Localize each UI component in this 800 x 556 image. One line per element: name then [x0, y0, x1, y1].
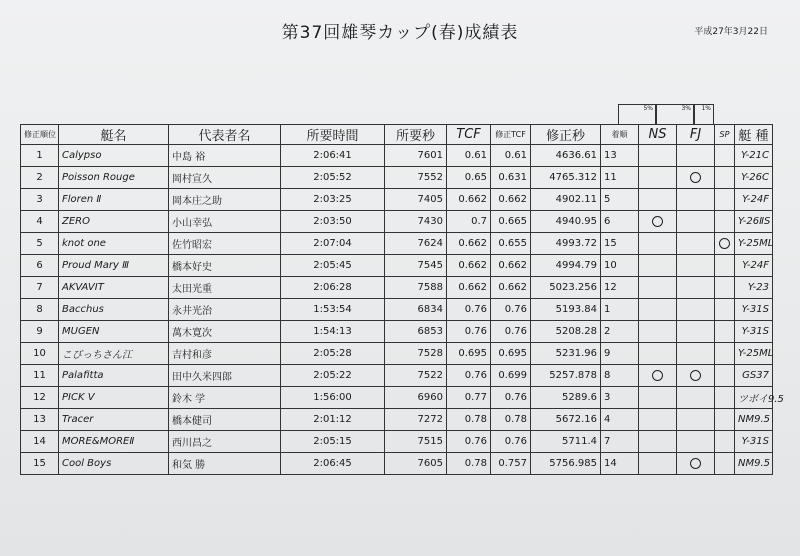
boat-class-cell: NM9.5	[735, 409, 773, 431]
header-tcf: TCF	[447, 125, 491, 145]
tcf-cell: 0.65	[447, 167, 491, 189]
sp-cell	[715, 211, 735, 233]
elapsed-time-cell: 2:03:50	[281, 211, 385, 233]
finish-order-cell: 13	[601, 145, 639, 167]
penalty-circle-icon	[719, 238, 730, 249]
elapsed-time-cell: 2:05:28	[281, 343, 385, 365]
boat-class-cell: Y-25ML	[735, 233, 773, 255]
table-row	[21, 189, 773, 211]
header-fj: FJ	[677, 125, 715, 145]
boat-class-cell: Y-21C	[735, 145, 773, 167]
elapsed-time-cell: 2:03:25	[281, 189, 385, 211]
penalty-circle-icon	[690, 458, 701, 469]
skipper-cell: 田中久米四郎	[169, 365, 281, 387]
table-row	[21, 277, 773, 299]
penalty-circle-icon	[690, 370, 701, 381]
corrected-tcf-cell: 0.662	[491, 189, 531, 211]
sp-cell	[715, 233, 735, 255]
boat-class-cell: Y-24F	[735, 255, 773, 277]
sp-cell	[715, 431, 735, 453]
fj-penalty-percent: 3%	[656, 104, 694, 124]
rank-cell: 1	[21, 145, 59, 167]
table-row	[21, 167, 773, 189]
elapsed-time-cell: 1:54:13	[281, 321, 385, 343]
corrected-seconds-cell: 5672.16	[531, 409, 601, 431]
boat-class-cell: Y-31S	[735, 321, 773, 343]
boat-class-cell: Y-25ML	[735, 343, 773, 365]
sp-cell	[715, 409, 735, 431]
table-row	[21, 343, 773, 365]
fj-cell	[677, 255, 715, 277]
fj-cell	[677, 145, 715, 167]
boat-class-cell: ツボイ9.5	[735, 387, 773, 409]
skipper-cell: 中島 裕	[169, 145, 281, 167]
corrected-tcf-cell: 0.76	[491, 431, 531, 453]
fj-cell	[677, 343, 715, 365]
header-corrected-seconds: 修正秒	[531, 125, 601, 145]
finish-order-cell: 3	[601, 387, 639, 409]
header-seconds: 所要秒	[385, 125, 447, 145]
sp-cell	[715, 343, 735, 365]
corrected-seconds-cell: 5289.6	[531, 387, 601, 409]
elapsed-seconds-cell: 7405	[385, 189, 447, 211]
sp-cell	[715, 387, 735, 409]
corrected-seconds-cell: 5193.84	[531, 299, 601, 321]
header-class: 艇 種	[735, 125, 773, 145]
fj-cell	[677, 431, 715, 453]
finish-order-cell: 1	[601, 299, 639, 321]
fj-cell	[677, 387, 715, 409]
tcf-cell: 0.662	[447, 189, 491, 211]
rank-cell: 12	[21, 387, 59, 409]
sp-cell	[715, 299, 735, 321]
header-ns: NS	[639, 125, 677, 145]
ns-cell	[639, 321, 677, 343]
elapsed-time-cell: 2:05:52	[281, 167, 385, 189]
corrected-seconds-cell: 4993.72	[531, 233, 601, 255]
fj-cell	[677, 189, 715, 211]
boat-class-cell: Y-24F	[735, 189, 773, 211]
finish-order-cell: 15	[601, 233, 639, 255]
ns-cell	[639, 453, 677, 475]
finish-order-cell: 12	[601, 277, 639, 299]
skipper-cell: 太田光重	[169, 277, 281, 299]
elapsed-time-cell: 2:07:04	[281, 233, 385, 255]
skipper-cell: 小山幸弘	[169, 211, 281, 233]
table-row	[21, 431, 773, 453]
finish-order-cell: 2	[601, 321, 639, 343]
tcf-cell: 0.662	[447, 255, 491, 277]
header-skipper: 代表者名	[169, 125, 281, 145]
header-boat: 艇名	[59, 125, 169, 145]
sp-cell	[715, 145, 735, 167]
skipper-cell: 永井光治	[169, 299, 281, 321]
boat-class-cell: NM9.5	[735, 453, 773, 475]
corrected-tcf-cell: 0.665	[491, 211, 531, 233]
elapsed-time-cell: 2:05:15	[281, 431, 385, 453]
finish-order-cell: 4	[601, 409, 639, 431]
boat-class-cell: Y-26ⅡS	[735, 211, 773, 233]
sp-cell	[715, 321, 735, 343]
table-row	[21, 453, 773, 475]
corrected-tcf-cell: 0.655	[491, 233, 531, 255]
boat-name-cell: MORE&MOREⅡ	[59, 431, 169, 453]
corrected-seconds-cell: 4994.79	[531, 255, 601, 277]
skipper-cell: 吉村和彦	[169, 343, 281, 365]
boat-class-cell: Y-31S	[735, 431, 773, 453]
boat-class-cell: Y-26C	[735, 167, 773, 189]
boat-name-cell: PICK Ⅴ	[59, 387, 169, 409]
ns-cell	[639, 387, 677, 409]
elapsed-seconds-cell: 7515	[385, 431, 447, 453]
ns-cell	[639, 365, 677, 387]
corrected-seconds-cell: 4902.11	[531, 189, 601, 211]
ns-cell	[639, 299, 677, 321]
elapsed-seconds-cell: 7545	[385, 255, 447, 277]
finish-order-cell: 8	[601, 365, 639, 387]
corrected-seconds-cell: 5257.878	[531, 365, 601, 387]
skipper-cell: 鈴木 学	[169, 387, 281, 409]
elapsed-time-cell: 2:06:45	[281, 453, 385, 475]
sp-cell	[715, 167, 735, 189]
elapsed-seconds-cell: 7522	[385, 365, 447, 387]
ns-cell	[639, 409, 677, 431]
tcf-cell: 0.77	[447, 387, 491, 409]
elapsed-seconds-cell: 6960	[385, 387, 447, 409]
boat-name-cell: Cool Boys	[59, 453, 169, 475]
finish-order-cell: 7	[601, 431, 639, 453]
corrected-tcf-cell: 0.61	[491, 145, 531, 167]
header-row	[21, 125, 773, 145]
ns-cell	[639, 189, 677, 211]
corrected-tcf-cell: 0.76	[491, 321, 531, 343]
boat-name-cell: Proud Mary Ⅲ	[59, 255, 169, 277]
ns-cell	[639, 211, 677, 233]
fj-cell	[677, 365, 715, 387]
sp-cell	[715, 255, 735, 277]
boat-class-cell: GS37	[735, 365, 773, 387]
rank-cell: 11	[21, 365, 59, 387]
boat-name-cell: MUGEN	[59, 321, 169, 343]
sheet-date: 平成27年3月22日	[694, 27, 768, 37]
tcf-cell: 0.76	[447, 299, 491, 321]
sp-cell	[715, 277, 735, 299]
corrected-tcf-cell: 0.76	[491, 299, 531, 321]
corrected-seconds-cell: 4636.61	[531, 145, 601, 167]
fj-cell	[677, 409, 715, 431]
finish-order-cell: 11	[601, 167, 639, 189]
rank-cell: 5	[21, 233, 59, 255]
corrected-tcf-cell: 0.76	[491, 387, 531, 409]
header-sp: SP	[715, 125, 735, 145]
table-row	[21, 211, 773, 233]
elapsed-seconds-cell: 7624	[385, 233, 447, 255]
corrected-tcf-cell: 0.631	[491, 167, 531, 189]
finish-order-cell: 5	[601, 189, 639, 211]
tcf-cell: 0.76	[447, 431, 491, 453]
elapsed-seconds-cell: 6853	[385, 321, 447, 343]
tcf-cell: 0.662	[447, 277, 491, 299]
ns-cell	[639, 233, 677, 255]
table-row	[21, 233, 773, 255]
elapsed-seconds-cell: 7430	[385, 211, 447, 233]
skipper-cell: 岡村宣久	[169, 167, 281, 189]
fj-cell	[677, 211, 715, 233]
header-finish: 着順	[601, 125, 639, 145]
rank-cell: 3	[21, 189, 59, 211]
elapsed-seconds-cell: 7601	[385, 145, 447, 167]
fj-cell	[677, 233, 715, 255]
corrected-seconds-cell: 4765.312	[531, 167, 601, 189]
penalty-circle-icon	[690, 172, 701, 183]
boat-name-cell: Tracer	[59, 409, 169, 431]
tcf-cell: 0.61	[447, 145, 491, 167]
elapsed-time-cell: 2:06:28	[281, 277, 385, 299]
elapsed-seconds-cell: 7588	[385, 277, 447, 299]
finish-order-cell: 14	[601, 453, 639, 475]
elapsed-seconds-cell: 7605	[385, 453, 447, 475]
boat-name-cell: Calypso	[59, 145, 169, 167]
skipper-cell: 萬木寛次	[169, 321, 281, 343]
skipper-cell: 和気 勝	[169, 453, 281, 475]
corrected-tcf-cell: 0.662	[491, 277, 531, 299]
table-row	[21, 299, 773, 321]
elapsed-seconds-cell: 7272	[385, 409, 447, 431]
boat-name-cell: AKVAVIT	[59, 277, 169, 299]
corrected-seconds-cell: 5711.4	[531, 431, 601, 453]
corrected-tcf-cell: 0.662	[491, 255, 531, 277]
finish-order-cell: 10	[601, 255, 639, 277]
fj-cell	[677, 167, 715, 189]
boat-name-cell: Palafitta	[59, 365, 169, 387]
results-body	[21, 145, 784, 475]
skipper-cell: 岡本庄之助	[169, 189, 281, 211]
tcf-cell: 0.695	[447, 343, 491, 365]
tcf-cell: 0.78	[447, 453, 491, 475]
elapsed-time-cell: 2:06:41	[281, 145, 385, 167]
table-row	[21, 145, 773, 167]
elapsed-time-cell: 1:53:54	[281, 299, 385, 321]
corrected-seconds-cell: 4940.95	[531, 211, 601, 233]
corrected-tcf-cell: 0.695	[491, 343, 531, 365]
skipper-cell: 橋本好史	[169, 255, 281, 277]
rank-cell: 8	[21, 299, 59, 321]
sp-cell	[715, 365, 735, 387]
rank-cell: 14	[21, 431, 59, 453]
tcf-cell: 0.662	[447, 233, 491, 255]
table-row	[21, 409, 773, 431]
rank-cell: 9	[21, 321, 59, 343]
corrected-seconds-cell: 5208.28	[531, 321, 601, 343]
rank-cell: 10	[21, 343, 59, 365]
ns-penalty-percent: 5%	[618, 104, 656, 124]
ns-cell	[639, 145, 677, 167]
elapsed-seconds-cell: 6834	[385, 299, 447, 321]
ns-cell	[639, 277, 677, 299]
header-time: 所要時間	[281, 125, 385, 145]
sp-cell	[715, 453, 735, 475]
penalty-circle-icon	[652, 370, 663, 381]
corrected-seconds-cell: 5231.96	[531, 343, 601, 365]
fj-cell	[677, 299, 715, 321]
boat-class-cell: Y-31S	[735, 299, 773, 321]
skipper-cell: 西川昌之	[169, 431, 281, 453]
boat-name-cell: Poisson Rouge	[59, 167, 169, 189]
boat-name-cell: こびっちさん江	[59, 343, 169, 365]
ns-cell	[639, 167, 677, 189]
elapsed-time-cell: 2:05:45	[281, 255, 385, 277]
boat-name-cell: ZERO	[59, 211, 169, 233]
fj-cell	[677, 453, 715, 475]
corrected-seconds-cell: 5023.256	[531, 277, 601, 299]
corrected-tcf-cell: 0.78	[491, 409, 531, 431]
tcf-cell: 0.76	[447, 365, 491, 387]
rank-cell: 4	[21, 211, 59, 233]
rank-cell: 15	[21, 453, 59, 475]
table-row	[21, 387, 773, 409]
boat-name-cell: Bacchus	[59, 299, 169, 321]
skipper-cell: 橋本健司	[169, 409, 281, 431]
rank-cell: 6	[21, 255, 59, 277]
corrected-tcf-cell: 0.699	[491, 365, 531, 387]
ns-cell	[639, 343, 677, 365]
rank-cell: 13	[21, 409, 59, 431]
ns-cell	[639, 255, 677, 277]
boat-name-cell: Floren Ⅱ	[59, 189, 169, 211]
rank-cell: 7	[21, 277, 59, 299]
table-row	[21, 321, 773, 343]
elapsed-time-cell: 2:01:12	[281, 409, 385, 431]
header-rank: 修正順位	[21, 125, 59, 145]
boat-name-cell: knot one	[59, 233, 169, 255]
fj-cell	[677, 321, 715, 343]
header-corrected-tcf: 修正TCF	[491, 125, 531, 145]
finish-order-cell: 6	[601, 211, 639, 233]
tcf-cell: 0.78	[447, 409, 491, 431]
page-title: 第37回雄琴カップ(春)成績表	[281, 23, 519, 43]
elapsed-time-cell: 1:56:00	[281, 387, 385, 409]
table-row	[21, 365, 773, 387]
sp-penalty-percent: 1%	[694, 104, 714, 124]
results-table	[20, 124, 784, 475]
corrected-tcf-cell: 0.757	[491, 453, 531, 475]
boat-class-cell: Y-23	[735, 277, 773, 299]
rank-cell: 2	[21, 167, 59, 189]
corrected-seconds-cell: 5756.985	[531, 453, 601, 475]
sp-cell	[715, 189, 735, 211]
penalty-circle-icon	[652, 216, 663, 227]
finish-order-cell: 9	[601, 343, 639, 365]
elapsed-time-cell: 2:05:22	[281, 365, 385, 387]
elapsed-seconds-cell: 7528	[385, 343, 447, 365]
fj-cell	[677, 277, 715, 299]
skipper-cell: 佐竹昭宏	[169, 233, 281, 255]
table-row	[21, 255, 773, 277]
elapsed-seconds-cell: 7552	[385, 167, 447, 189]
tcf-cell: 0.7	[447, 211, 491, 233]
ns-cell	[639, 431, 677, 453]
tcf-cell: 0.76	[447, 321, 491, 343]
